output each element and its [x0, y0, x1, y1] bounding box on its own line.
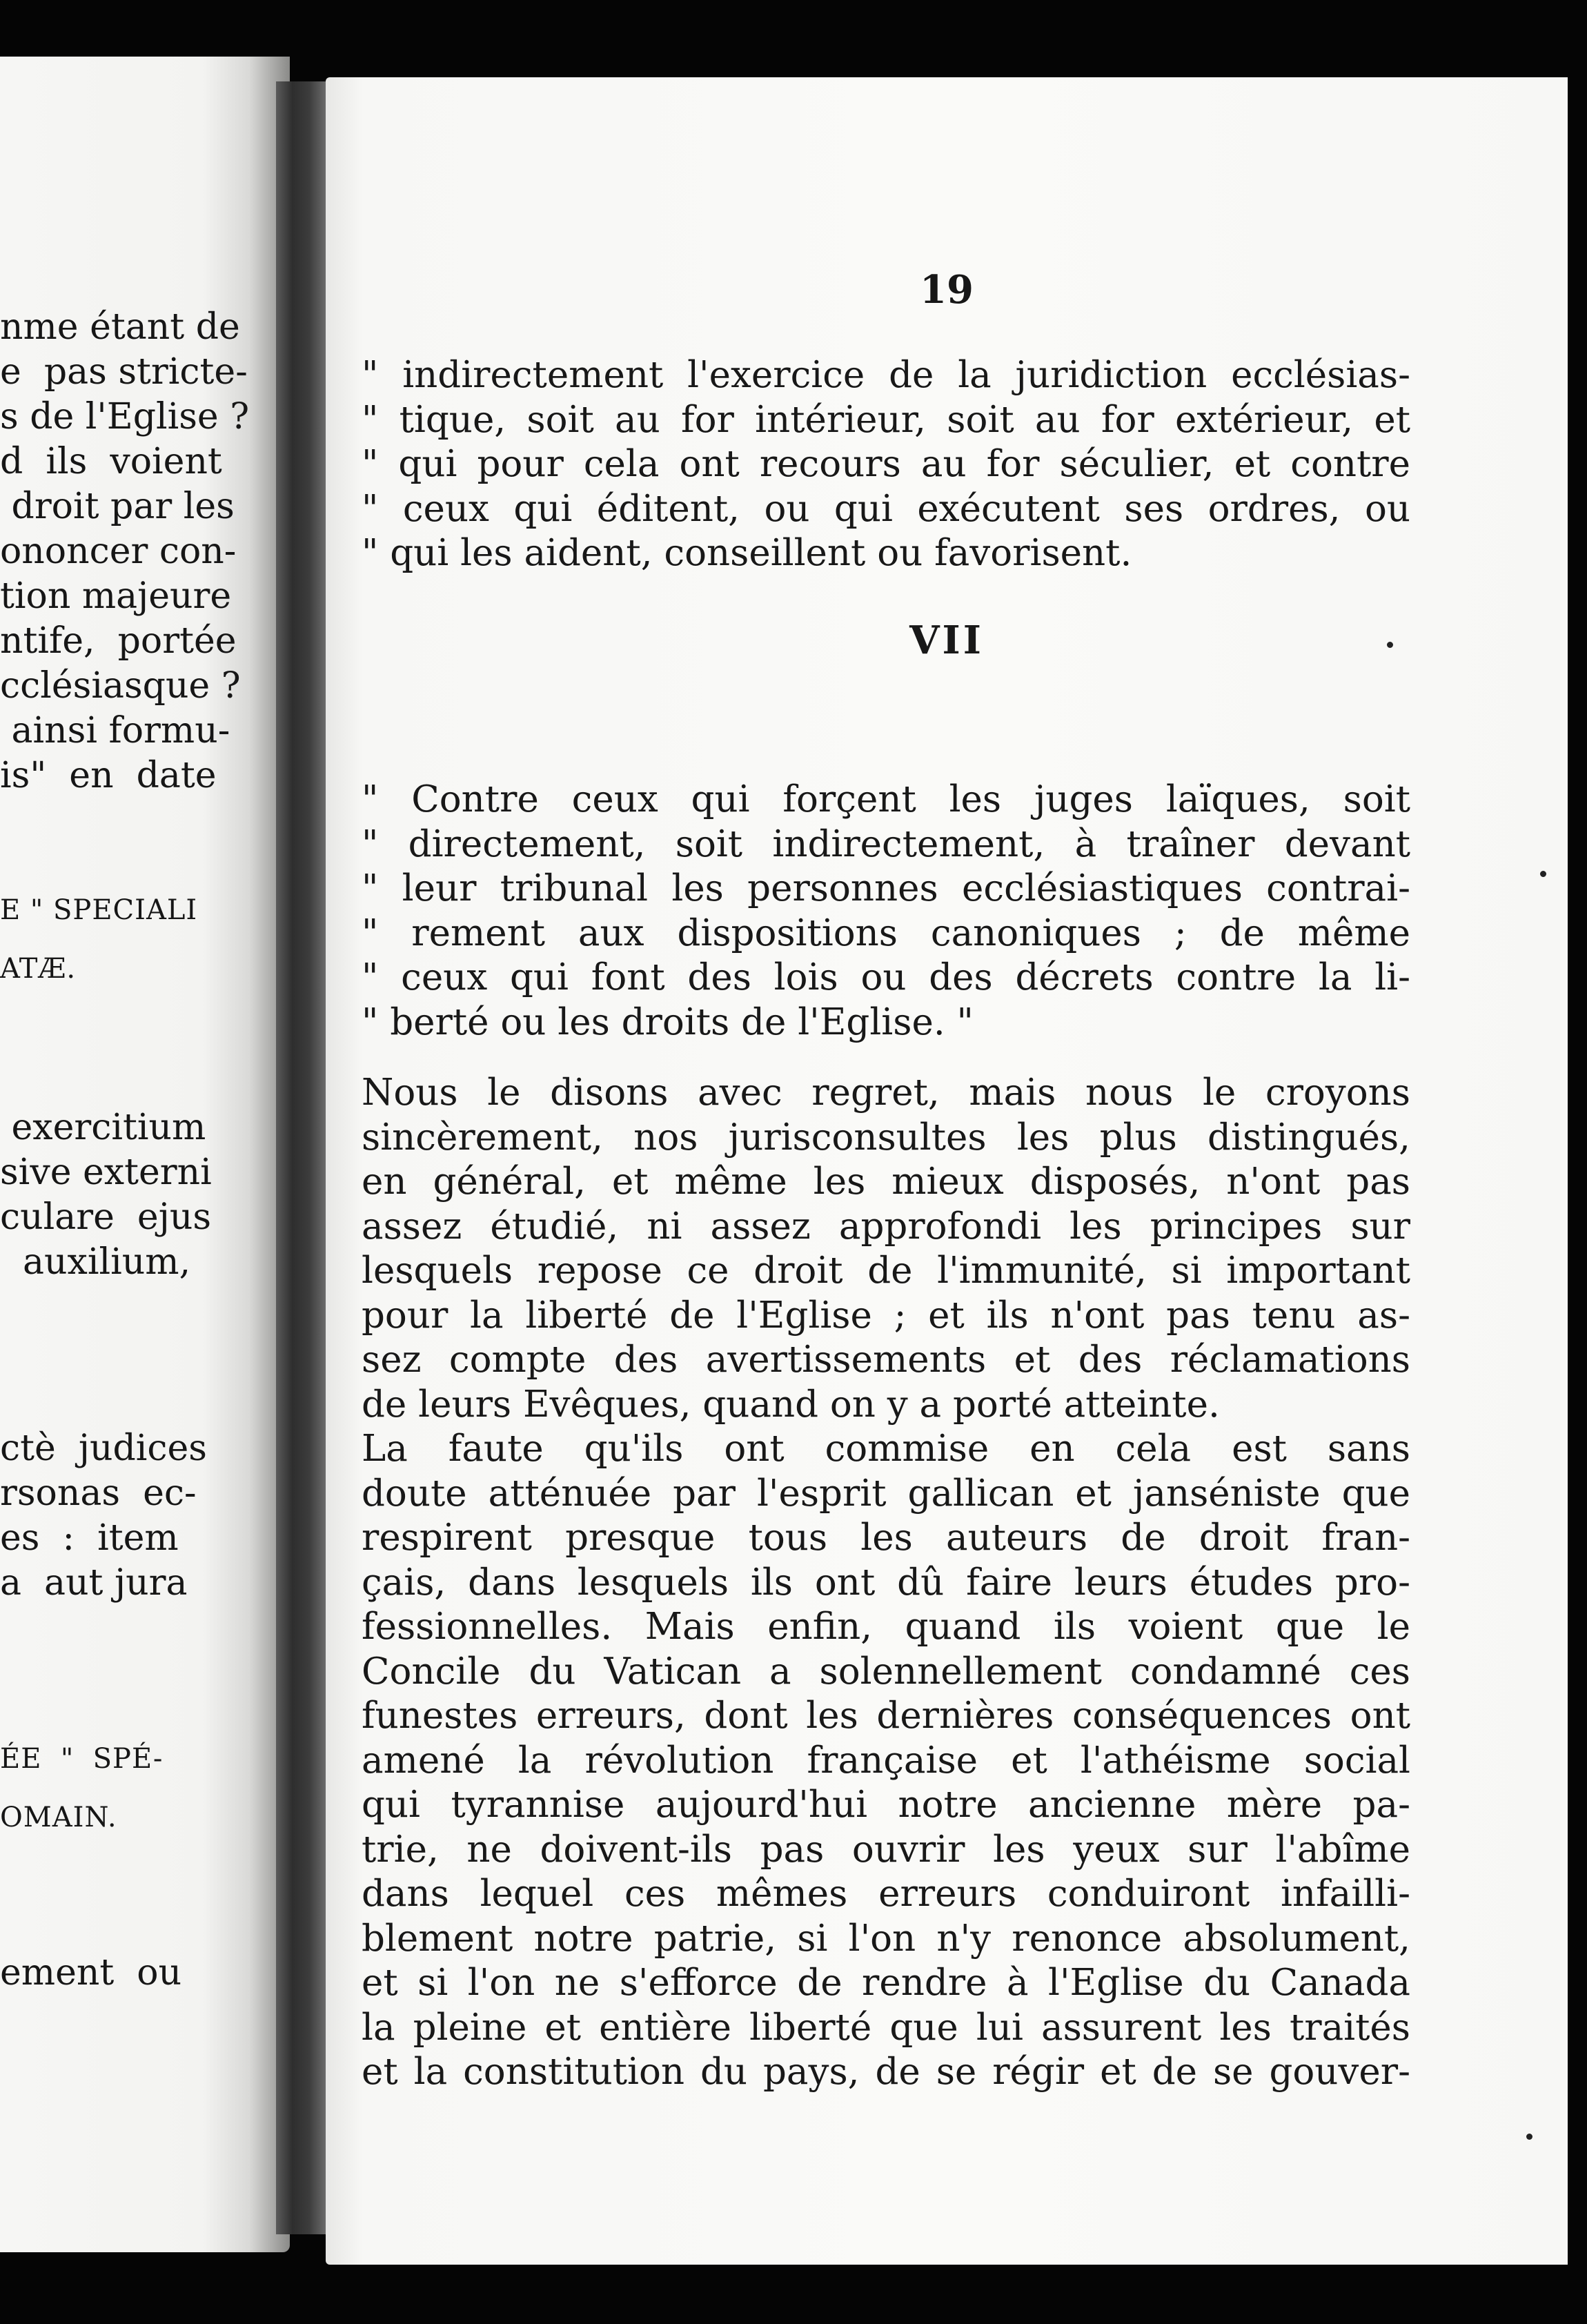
text-line: assez étudié, ni assez approfondi les principes sur [362, 1205, 1410, 1248]
text-line: " Contre ceux qui forçent les juges laïques, soit [362, 778, 1410, 820]
left-page-text [0, 57, 250, 1993]
book-gutter [276, 81, 331, 2234]
text-line: doute atténuée par l'esprit gallican et janséniste que [362, 1472, 1410, 1515]
left-line: es : item [0, 1517, 179, 1559]
text-line: dans lequel ces mêmes erreurs conduiront infailli- [362, 1873, 1410, 1915]
left-line: ainsi formu- [0, 710, 230, 751]
text-line: " ceux qui font des lois ou des décrets contre la li- [362, 956, 1410, 998]
left-line: d ils voient [0, 441, 222, 482]
left-line: s de l'Eglise ? [0, 396, 250, 437]
body-text [362, 1071, 1410, 2095]
scan-speck [1387, 642, 1393, 648]
left-line: droit par les [0, 486, 235, 527]
text-line: Concile du Vatican a solennellement condamné ces [362, 1650, 1410, 1693]
left-line: ement ou [0, 1952, 182, 1993]
left-line-small-caps: ÉE " SPÉ- [0, 1743, 164, 1775]
text-line: " indirectement l'exercice de la juridiction ecclésias- [362, 354, 1410, 396]
text-line: fessionnelles. Mais enfin, quand ils voient que le [362, 1606, 1410, 1648]
text-line: trie, ne doivent-ils pas ouvrir les yeux sur l'abîme [362, 1828, 1410, 1871]
text-line: en général, et même les mieux disposés, n'ont pas [362, 1161, 1410, 1203]
left-line: sive externi [0, 1152, 212, 1193]
text-line: qui tyrannise aujourd'hui notre ancienne mère pa- [362, 1784, 1410, 1826]
text-line: et la constitution du pays, de se régir et de se gouver- [362, 2051, 1410, 2093]
text-line: de leurs Evêques, quand on y a porté atteinte. [362, 1383, 1220, 1426]
scan-speck [1540, 871, 1546, 877]
text-line: respirent presque tous les auteurs de droit fran- [362, 1517, 1410, 1559]
left-line: a aut jura [0, 1562, 188, 1604]
page-number: 19 [920, 267, 974, 313]
text-line: funestes erreurs, dont les dernières conséquences ont [362, 1695, 1410, 1737]
text-line: " ceux qui éditent, ou qui exécutent ses ordres, ou [362, 487, 1410, 530]
text-line: sincèrement, nos jurisconsultes les plus distingués, [362, 1116, 1410, 1159]
text-line: sez compte des avertissements et des réclamations [362, 1339, 1410, 1381]
left-line: rsonas ec- [0, 1473, 197, 1514]
text-line: " qui pour cela ont recours au for séculier, et contre [362, 443, 1410, 485]
left-line: cclésiasque ? [0, 665, 241, 707]
text-line: Nous le disons avec regret, mais nous le croyons [362, 1072, 1410, 1114]
text-line: " rement aux dispositions canoniques ; de même [362, 912, 1410, 954]
section-heading: VII [909, 618, 984, 663]
text-line: " berté ou les droits de l'Eglise. " [362, 1001, 974, 1043]
left-line-small-caps: E " SPECIALI [0, 894, 198, 926]
left-line: tion majeure [0, 575, 232, 617]
right-page [326, 77, 1568, 2265]
left-line: ntife, portée [0, 620, 237, 662]
text-line: " directement, soit indirectement, à traîner devant [362, 823, 1410, 865]
text-line: lesquels repose ce droit de l'immunité, si important [362, 1250, 1410, 1292]
quote-continuation [362, 353, 1410, 576]
text-line: La faute qu'ils ont commise en cela est sans [362, 1428, 1410, 1470]
left-line: culare ejus [0, 1197, 212, 1238]
left-line: ononcer con- [0, 531, 237, 572]
text-line: " qui les aident, conseillent ou favorisent. [362, 532, 1132, 574]
left-line: nme étant de [0, 306, 240, 348]
text-line: et si l'on ne s'efforce de rendre à l'Eglise du Canada [362, 1962, 1410, 2004]
left-line: is" en date [0, 755, 217, 796]
left-line: auxilium, [0, 1241, 191, 1283]
scan-speck [1526, 2134, 1532, 2140]
left-page [0, 57, 290, 2252]
left-line-small-caps: ATÆ. [0, 953, 77, 985]
text-line: pour la liberté de l'Eglise ; et ils n'ont pas tenu as- [362, 1294, 1410, 1337]
text-line: amené la révolution française et l'athéisme social [362, 1739, 1410, 1782]
text-line: la pleine et entière liberté que lui assurent les traités [362, 2006, 1410, 2049]
text-line: " tique, soit au for intérieur, soit au for extérieur, et [362, 398, 1410, 441]
left-line: ctè judices [0, 1428, 207, 1469]
left-line: e pas stricte- [0, 351, 248, 393]
left-line: exercitium [0, 1107, 206, 1148]
quote-section-vii [362, 778, 1410, 1045]
left-line-small-caps: OMAIN. [0, 1802, 117, 1833]
text-line: çais, dans lesquels ils ont dû faire leurs études pro- [362, 1561, 1410, 1604]
text-line: blement notre patrie, si l'on n'y renonce absolument, [362, 1917, 1410, 1960]
text-line: " leur tribunal les personnes ecclésiastiques contrai- [362, 867, 1410, 909]
